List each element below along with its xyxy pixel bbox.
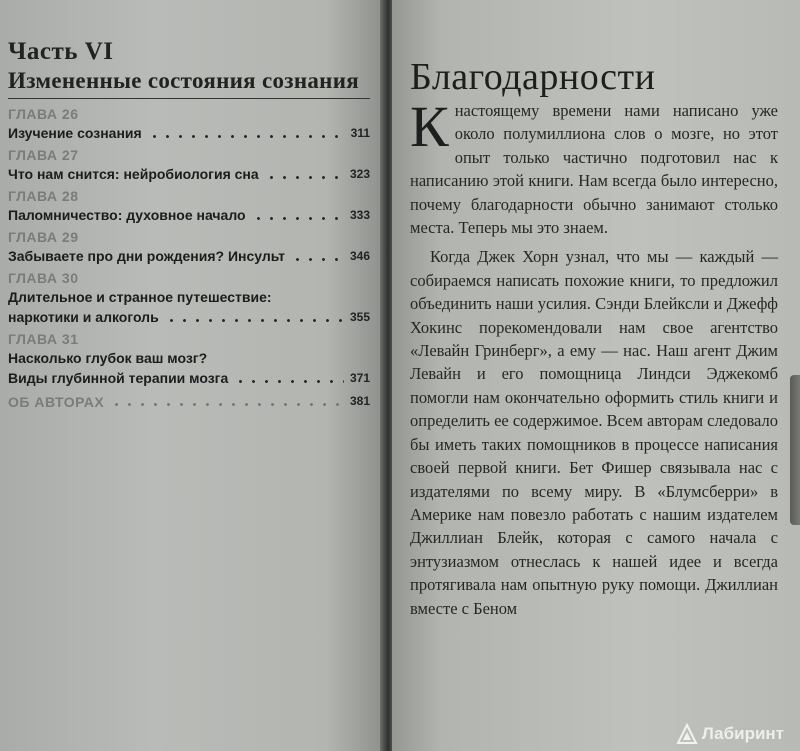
page-edge — [790, 375, 800, 525]
toc-row — [8, 391, 370, 411]
toc-row — [8, 246, 370, 266]
chapter-label: ГЛАВА 27 — [8, 147, 79, 163]
page-number: 323 — [349, 167, 370, 181]
chapter-label: ГЛАВА 31 — [8, 331, 79, 347]
toc-row — [8, 368, 370, 388]
toc-row — [8, 164, 370, 184]
paragraph — [410, 94, 778, 239]
dot-leader — [148, 135, 344, 138]
toc-entry — [8, 228, 370, 266]
page-number: 311 — [350, 126, 370, 140]
dot-leader — [234, 380, 344, 383]
chapter-title-line2: Виды глубинной терапии мозга — [8, 370, 229, 386]
chapter-title: Паломничество: духовное начало — [8, 207, 246, 223]
dot-leader — [110, 403, 344, 406]
part-label: Часть VI — [8, 38, 114, 65]
toc-entry — [8, 146, 370, 184]
chapter-label: ГЛАВА 26 — [8, 106, 79, 122]
right-page — [392, 0, 800, 751]
chapter-title-line1: Длительное и странное путешествие: — [8, 289, 272, 305]
labyrinth-logo-icon — [676, 723, 698, 745]
left-page — [0, 0, 384, 751]
toc-row — [8, 348, 370, 368]
part-title: Измененные состояния сознания — [8, 68, 370, 99]
page-number: 371 — [349, 371, 370, 385]
table-of-contents — [8, 105, 370, 411]
dot-leader — [265, 176, 344, 179]
toc-row — [8, 123, 370, 143]
toc-entry — [8, 187, 370, 225]
chapter-title-line2: наркотики и алкоголь — [8, 309, 159, 325]
toc-row — [8, 307, 370, 327]
toc-entry — [8, 105, 370, 143]
chapter-label: ГЛАВА 30 — [8, 270, 79, 286]
paragraph-text: настоящему времени нами написано уже около полумиллиона слов о мозге, но этот опыт только частично подготовил нас к написанию этой книги. Нам всегда было интересно, почему благодарности обычно занимают столько места. Теперь мы это знаем. — [410, 101, 778, 238]
page-heading: Благодарности — [410, 56, 656, 98]
dot-leader — [165, 319, 344, 322]
dot-leader — [291, 258, 344, 261]
authors-title: ОБ АВТОРАХ — [8, 394, 105, 410]
watermark — [676, 723, 784, 745]
body-text — [410, 94, 778, 620]
chapter-title: Изучение сознания — [8, 125, 142, 141]
chapter-title-line1: Насколько глубок ваш мозг? — [8, 350, 208, 366]
toc-row — [8, 287, 370, 307]
toc-entry-authors — [8, 391, 370, 411]
page-number: 381 — [349, 394, 370, 408]
dot-leader — [252, 217, 344, 220]
toc-entry — [8, 330, 370, 388]
toc-entry — [8, 269, 370, 327]
watermark-text: Лабиринт — [701, 724, 784, 743]
chapter-label: ГЛАВА 28 — [8, 188, 79, 204]
toc-row — [8, 205, 370, 225]
paragraph: Когда Джек Хорн узнал, что мы — каждый — собираемся написать похожие книги, то предложил объединить наши усилия. Сэнди Блейксли и Джефф Хокинс порекомендовали нам свое агентство «Левайн Гринберг», а ему — нас. Наш агент Джим Левайн и его помощница Линдси Эджекомб помогли нам окончательно оформить стиль книги и определить ее содержимое. Всем авторам следовало бы иметь таких помощников в процессе написания своей первой книги. Бет Фишер связывала нас с издателями по всему миру. В «Блумсберри» в Америке нам повезло работать с нашим издателем Джиллиан Блейк, которая с самого начала с энтузиазмом отнеслась к нашей идее и всегда протягивала нам опытную руку помощи. Джиллиан вместе с Беном — [410, 247, 778, 618]
page-number: 346 — [349, 249, 370, 263]
chapter-label: ГЛАВА 29 — [8, 229, 79, 245]
chapter-title: Забываете про дни рождения? Инсульт — [8, 248, 286, 264]
page-number: 355 — [349, 310, 370, 324]
drop-cap: К — [410, 94, 449, 159]
chapter-title: Что нам снится: нейробиология сна — [8, 166, 259, 182]
page-number: 333 — [349, 208, 370, 222]
